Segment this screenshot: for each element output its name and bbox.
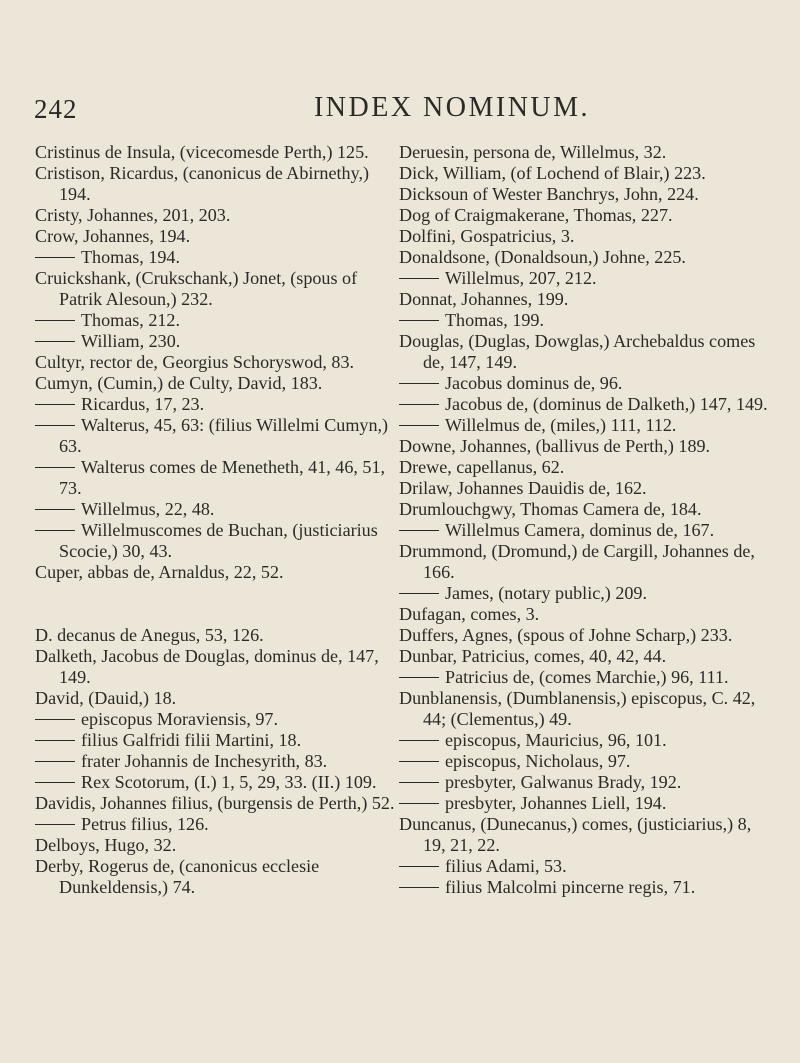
- index-subentry: [35, 457, 400, 499]
- page-header: [34, 92, 774, 126]
- entry-text: Cumyn, (Cumin,) de Culty, David, 183.: [35, 373, 323, 393]
- entry-text: Cuper, abbas de, Arnaldus, 22, 52.: [35, 562, 284, 582]
- entry-text: Walterus, 45, 63: (filius Willelmi Cumyn,) 63.: [59, 415, 389, 456]
- entry-text: presbyter, Galwanus Brady, 192.: [445, 772, 682, 792]
- index-subentry: [399, 373, 777, 394]
- index-entry: [399, 499, 777, 520]
- ditto-dash: [35, 425, 75, 426]
- ditto-dash: [35, 761, 75, 762]
- ditto-dash: [399, 320, 439, 321]
- index-entry: [399, 289, 777, 310]
- entry-text: Willelmus Camera, dominus de, 167.: [445, 520, 715, 540]
- index-subentry: [399, 730, 777, 751]
- index-entry: [35, 625, 400, 646]
- ditto-dash: [399, 593, 439, 594]
- entry-text: Cruickshank, (Crukschank,) Jonet, (spous of Patrik Alesoun,) 232.: [35, 268, 358, 309]
- ditto-dash: [399, 530, 439, 531]
- ditto-dash: [35, 467, 75, 468]
- ditto-dash: [399, 278, 439, 279]
- index-subentry: [35, 394, 400, 415]
- entry-text: Dicksoun of Wester Banchrys, John, 224.: [399, 184, 699, 204]
- index-entry: [399, 625, 777, 646]
- entry-text: Drewe, capellanus, 62.: [399, 457, 565, 477]
- ditto-dash: [399, 383, 439, 384]
- index-entry: [399, 226, 777, 247]
- entry-text: Donaldsone, (Donaldsoun,) Johne, 225.: [399, 247, 686, 267]
- entry-text: Willelmus, 22, 48.: [81, 499, 215, 519]
- entry-text: David, (Dauid,) 18.: [35, 688, 177, 708]
- entry-text: Downe, Johannes, (ballivus de Perth,) 189.: [399, 436, 711, 456]
- index-entry: [399, 814, 777, 856]
- entry-text: Petrus filius, 126.: [81, 814, 209, 834]
- index-entry: [35, 268, 400, 310]
- page-title: INDEX NOMINUM.: [313, 92, 591, 123]
- entry-text: Jacobus dominus de, 96.: [445, 373, 623, 393]
- index-entry: [35, 688, 400, 709]
- entry-text: D. decanus de Anegus, 53, 126.: [35, 625, 264, 645]
- index-entry: [399, 163, 777, 184]
- entry-text: Duncanus, (Dunecanus,) comes, (justiciarius,) 8, 19, 21, 22.: [399, 814, 752, 855]
- index-entry: [35, 835, 400, 856]
- ditto-dash: [35, 530, 75, 531]
- index-subentry: [35, 730, 400, 751]
- entry-text: Thomas, 199.: [445, 310, 545, 330]
- index-entry: [399, 541, 777, 583]
- entry-text: Dufagan, comes, 3.: [399, 604, 540, 624]
- ditto-dash: [35, 782, 75, 783]
- entry-text: episcopus, Mauricius, 96, 101.: [445, 730, 667, 750]
- index-entry: [399, 646, 777, 667]
- ditto-dash: [35, 320, 75, 321]
- index-entry: [399, 478, 777, 499]
- entry-text: Deruesin, persona de, Willelmus, 32.: [399, 142, 667, 162]
- index-subentry: [399, 856, 777, 877]
- ditto-dash: [35, 824, 75, 825]
- entry-text: Cristy, Johannes, 201, 203.: [35, 205, 231, 225]
- entry-text: Drilaw, Johannes Dauidis de, 162.: [399, 478, 647, 498]
- index-entry: [35, 373, 400, 394]
- index-entry: [35, 352, 400, 373]
- entry-text: Cristison, Ricardus, (canonicus de Abirnethy,) 194.: [35, 163, 370, 204]
- entry-text: Dick, William, (of Lochend of Blair,) 223.: [399, 163, 706, 183]
- index-subentry: [399, 268, 777, 289]
- entry-text: Cristinus de Insula, (vicecomesde Perth,) 125.: [35, 142, 369, 162]
- entry-text: Ricardus, 17, 23.: [81, 394, 205, 414]
- index-subentry: [35, 520, 400, 562]
- entry-text: filius Adami, 53.: [445, 856, 567, 876]
- index-entry: [35, 562, 400, 583]
- entry-text: frater Johannis de Inchesyrith, 83.: [81, 751, 328, 771]
- index-subentry: [35, 247, 400, 268]
- ditto-dash: [35, 509, 75, 510]
- ditto-dash: [399, 803, 439, 804]
- entry-text: Jacobus de, (dominus de Dalketh,) 147, 149.: [445, 394, 768, 414]
- entry-text: Donnat, Johannes, 199.: [399, 289, 569, 309]
- index-entry: [35, 205, 400, 226]
- index-entry: [399, 604, 777, 625]
- entry-text: Willelmus, 207, 212.: [445, 268, 597, 288]
- index-subentry: [35, 772, 400, 793]
- entry-text: episcopus Moraviensis, 97.: [81, 709, 278, 729]
- ditto-dash: [399, 887, 439, 888]
- entry-text: Willelmuscomes de Buchan, (justiciarius Scocie,) 30, 43.: [59, 520, 378, 561]
- index-subentry: [399, 310, 777, 331]
- index-entry: [399, 247, 777, 268]
- entry-text: filius Malcolmi pincerne regis, 71.: [445, 877, 696, 897]
- index-subentry: [35, 709, 400, 730]
- index-entry: [35, 163, 400, 205]
- index-entry: [399, 688, 777, 730]
- index-subentry: [35, 814, 400, 835]
- ditto-dash: [35, 341, 75, 342]
- ditto-dash: [399, 761, 439, 762]
- index-subentry: [399, 751, 777, 772]
- index-entry: [35, 793, 400, 814]
- entry-text: Dunblanensis, (Dumblanensis,) episcopus, C. 42, 44; (Clementus,) 49.: [399, 688, 756, 729]
- entry-text: Dog of Craigmakerane, Thomas, 227.: [399, 205, 673, 225]
- entry-text: William, 230.: [81, 331, 181, 351]
- ditto-dash: [399, 740, 439, 741]
- ditto-dash: [399, 677, 439, 678]
- index-entry: [399, 142, 777, 163]
- index-subentry: [399, 394, 777, 415]
- index-column-left: [35, 142, 400, 898]
- index-subentry: [35, 310, 400, 331]
- index-subentry: [399, 583, 777, 604]
- entry-text: Thomas, 194.: [81, 247, 181, 267]
- index-subentry: [35, 751, 400, 772]
- index-entry: [35, 142, 400, 163]
- entry-text: Dolfini, Gospatricius, 3.: [399, 226, 575, 246]
- entry-text: Douglas, (Duglas, Dowglas,) Archebaldus comes de, 147, 149.: [399, 331, 756, 372]
- entry-text: Dalketh, Jacobus de Douglas, dominus de, 147, 149.: [35, 646, 379, 687]
- entry-text: Dunbar, Patricius, comes, 40, 42, 44.: [399, 646, 667, 666]
- ditto-dash: [35, 740, 75, 741]
- index-entry: [35, 226, 400, 247]
- index-subentry: [399, 772, 777, 793]
- index-entry: [399, 436, 777, 457]
- entry-text: Walterus comes de Menetheth, 41, 46, 51, 73.: [59, 457, 386, 498]
- section-gap: [35, 583, 400, 625]
- index-entry: [399, 331, 777, 373]
- index-subentry: [35, 331, 400, 352]
- entry-text: Patricius de, (comes Marchie,) 96, 111.: [445, 667, 729, 687]
- entry-text: Delboys, Hugo, 32.: [35, 835, 177, 855]
- index-subentry: [399, 415, 777, 436]
- index-entry: [399, 457, 777, 478]
- ditto-dash: [399, 404, 439, 405]
- entry-text: Derby, Rogerus de, (canonicus ecclesie Dunkeldensis,) 74.: [35, 856, 320, 897]
- entry-text: filius Galfridi filii Martini, 18.: [81, 730, 302, 750]
- index-entry: [399, 205, 777, 226]
- entry-text: episcopus, Nicholaus, 97.: [445, 751, 631, 771]
- entry-text: Rex Scotorum, (I.) 1, 5, 29, 33. (II.) 109.: [81, 772, 377, 792]
- ditto-dash: [35, 719, 75, 720]
- index-subentry: [399, 877, 777, 898]
- entry-text: James, (notary public,) 209.: [445, 583, 647, 603]
- ditto-dash: [35, 257, 75, 258]
- entry-text: Davidis, Johannes filius, (burgensis de Perth,) 52.: [35, 793, 395, 813]
- entry-text: presbyter, Johannes Liell, 194.: [445, 793, 667, 813]
- index-subentry: [399, 667, 777, 688]
- entry-text: Drumlouchgwy, Thomas Camera de, 184.: [399, 499, 702, 519]
- index-subentry: [35, 415, 400, 457]
- index-entry: [399, 184, 777, 205]
- entry-text: Duffers, Agnes, (spous of Johne Scharp,) 233.: [399, 625, 733, 645]
- entry-text: Cultyr, rector de, Georgius Schoryswod, 83.: [35, 352, 355, 372]
- entry-text: Willelmus de, (miles,) 111, 112.: [445, 415, 677, 435]
- entry-text: Thomas, 212.: [81, 310, 181, 330]
- ditto-dash: [35, 404, 75, 405]
- index-subentry: [399, 793, 777, 814]
- entry-text: Drummond, (Dromund,) de Cargill, Johannes de, 166.: [399, 541, 755, 582]
- entry-text: Crow, Johannes, 194.: [35, 226, 191, 246]
- index-entry: [35, 856, 400, 898]
- index-subentry: [35, 499, 400, 520]
- ditto-dash: [399, 782, 439, 783]
- index-subentry: [399, 520, 777, 541]
- index-entry: [35, 646, 400, 688]
- ditto-dash: [399, 866, 439, 867]
- index-column-right: [399, 142, 777, 898]
- page-number: 242: [34, 94, 78, 124]
- ditto-dash: [399, 425, 439, 426]
